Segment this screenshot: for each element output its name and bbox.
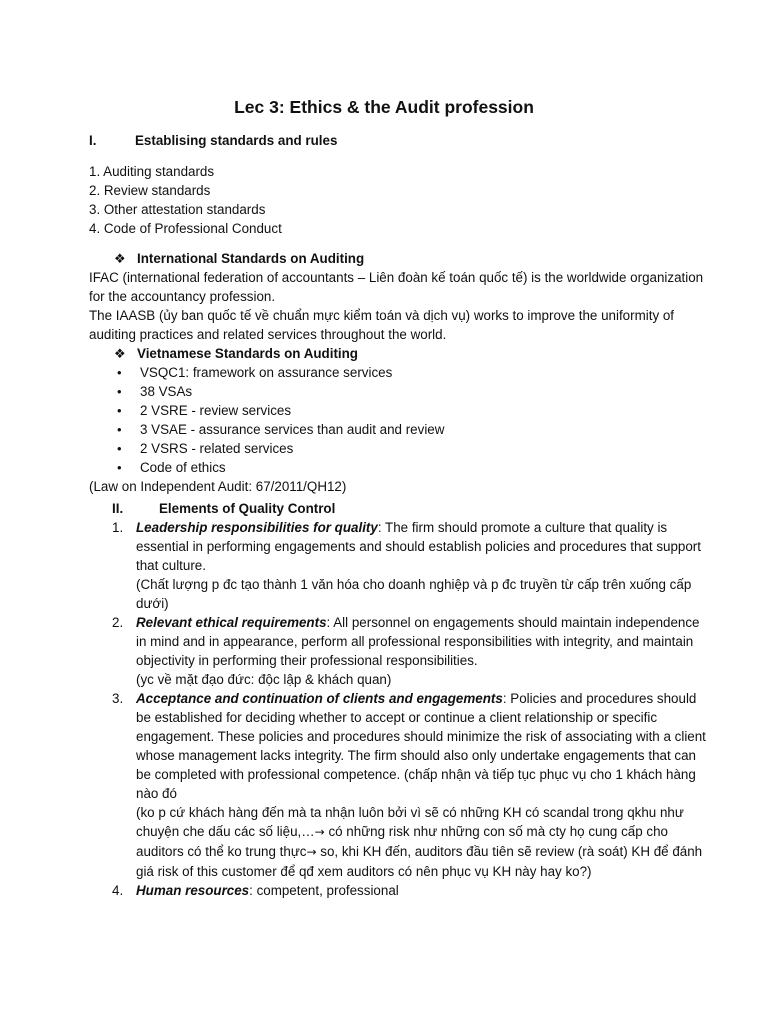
list-item-text: 3 VSAE - assurance services than audit and review	[140, 422, 445, 437]
item-note	[136, 803, 708, 881]
isa-section	[89, 249, 708, 344]
bullet-icon: •	[117, 460, 122, 475]
list-item	[89, 382, 708, 401]
item-note-part: so, khi KH đến, auditors đầu tiên sẽ review (rà soát) KH để đánh giá risk of this customer để qđ xem auditors có nên phục vụ KH này hay ko?)	[136, 844, 703, 879]
item-text: : All personnel on engagements should maintain independence in mind and in appearance, perform all professional responsibilities with integrity, and maintain objectivity in performing their professional responsibilities.	[136, 615, 700, 668]
section-1-number: I.	[89, 133, 97, 148]
item-note: (Chất lượng p đc tạo thành 1 văn hóa cho doanh nghiệp và p đc truyền từ cấp trên xuống cấp dưới)	[136, 577, 692, 611]
item-number: 4.	[112, 883, 124, 898]
item-text: : competent, professional	[249, 883, 399, 898]
item-term: Leadership responsibilities for quality	[136, 520, 378, 535]
item-text: : The firm should promote a culture that quality is essential in performing engagements and should establish policies and procedures that support that culture.	[136, 520, 701, 573]
diamond-bullet-icon: ❖	[114, 346, 126, 361]
list-item-text: Code of ethics	[140, 460, 226, 475]
list-item	[89, 689, 708, 881]
standards-list-item: 4. Code of Professional Conduct	[89, 221, 282, 236]
list-item-text: 2 VSRS - related services	[140, 441, 294, 456]
standards-list-item: 3. Other attestation standards	[89, 202, 266, 217]
list-item-text: 38 VSAs	[140, 384, 193, 399]
section-1-heading	[89, 131, 708, 150]
item-term: Acceptance and continuation of clients and engagements	[136, 691, 503, 706]
arrow-right-icon: →	[314, 825, 325, 839]
bullet-icon: •	[117, 365, 122, 380]
isa-heading	[89, 249, 708, 268]
iaasb-paragraph: The IAASB (ủy ban quốc tế về chuẩn mực kiểm toán và dịch vụ) works to improve the uniformity of auditing practices and related services throughout the world.	[89, 308, 675, 342]
item-note-part: có những risk như những con số mà cty họ cung cấp cho auditors có thể ko trung thực	[136, 824, 668, 859]
section-2-number: II.	[112, 501, 124, 516]
vsa-bullet-list	[89, 363, 708, 477]
ifac-paragraph: IFAC (international federation of accountants – Liên đoàn kế toán quốc tế) is the worldwide organization for the accountancy profession.	[89, 270, 704, 304]
section-2-title: Elements of Quality Control	[159, 501, 336, 516]
item-text: : Policies and procedures should be established for deciding whether to accept or continue a client relationship or specific engagement. These policies and procedures should minimize the risk of associating with a client whose management lacks integrity. The firm should also only undertake engagements that can be completed with professional competence. (chấp nhận và tiếp tục phục vụ cho 1 khách hàng nào đó	[136, 691, 706, 801]
bullet-icon: •	[117, 384, 122, 399]
vsa-heading	[89, 344, 708, 363]
item-number: 3.	[112, 691, 124, 706]
list-item	[89, 881, 708, 900]
vsa-section	[89, 344, 708, 496]
list-item-text: VSQC1: framework on assurance services	[140, 365, 393, 380]
section-2-heading	[112, 499, 708, 518]
list-item	[89, 420, 708, 439]
bullet-icon: •	[117, 441, 122, 456]
isa-heading-text: International Standards on Auditing	[137, 251, 365, 266]
law-reference: (Law on Independent Audit: 67/2011/QH12)	[89, 479, 347, 494]
quality-control-list	[89, 518, 708, 900]
item-term: Human resources	[136, 883, 250, 898]
standards-list	[89, 162, 708, 238]
list-item	[89, 401, 708, 420]
item-note-part: (ko p cứ khách hàng đến mà ta nhận luôn bởi vì sẽ có những KH có scandal trong qkhu như chuyện che dấu các số liệu,…	[136, 805, 684, 839]
item-number: 2.	[112, 615, 124, 630]
item-number: 1.	[112, 520, 124, 535]
page-title: Lec 3: Ethics & the Audit profession	[234, 97, 534, 117]
list-item	[89, 613, 708, 689]
item-term: Relevant ethical requirements	[136, 615, 327, 630]
list-item	[89, 458, 708, 477]
section-1-title: Establising standards and rules	[135, 133, 338, 148]
diamond-bullet-icon: ❖	[114, 251, 126, 266]
arrow-right-icon: →	[306, 845, 317, 859]
vsa-heading-text: Vietnamese Standards on Auditing	[137, 346, 358, 361]
bullet-icon: •	[117, 422, 122, 437]
list-item	[89, 439, 708, 458]
list-item-text: 2 VSRE - review services	[140, 403, 292, 418]
list-item	[89, 518, 708, 613]
standards-list-item: 1. Auditing standards	[89, 164, 215, 179]
standards-list-item: 2. Review standards	[89, 183, 211, 198]
bullet-icon: •	[117, 403, 122, 418]
list-item	[89, 363, 708, 382]
item-note: (yc về mặt đạo đức: độc lập & khách quan)	[136, 672, 392, 687]
